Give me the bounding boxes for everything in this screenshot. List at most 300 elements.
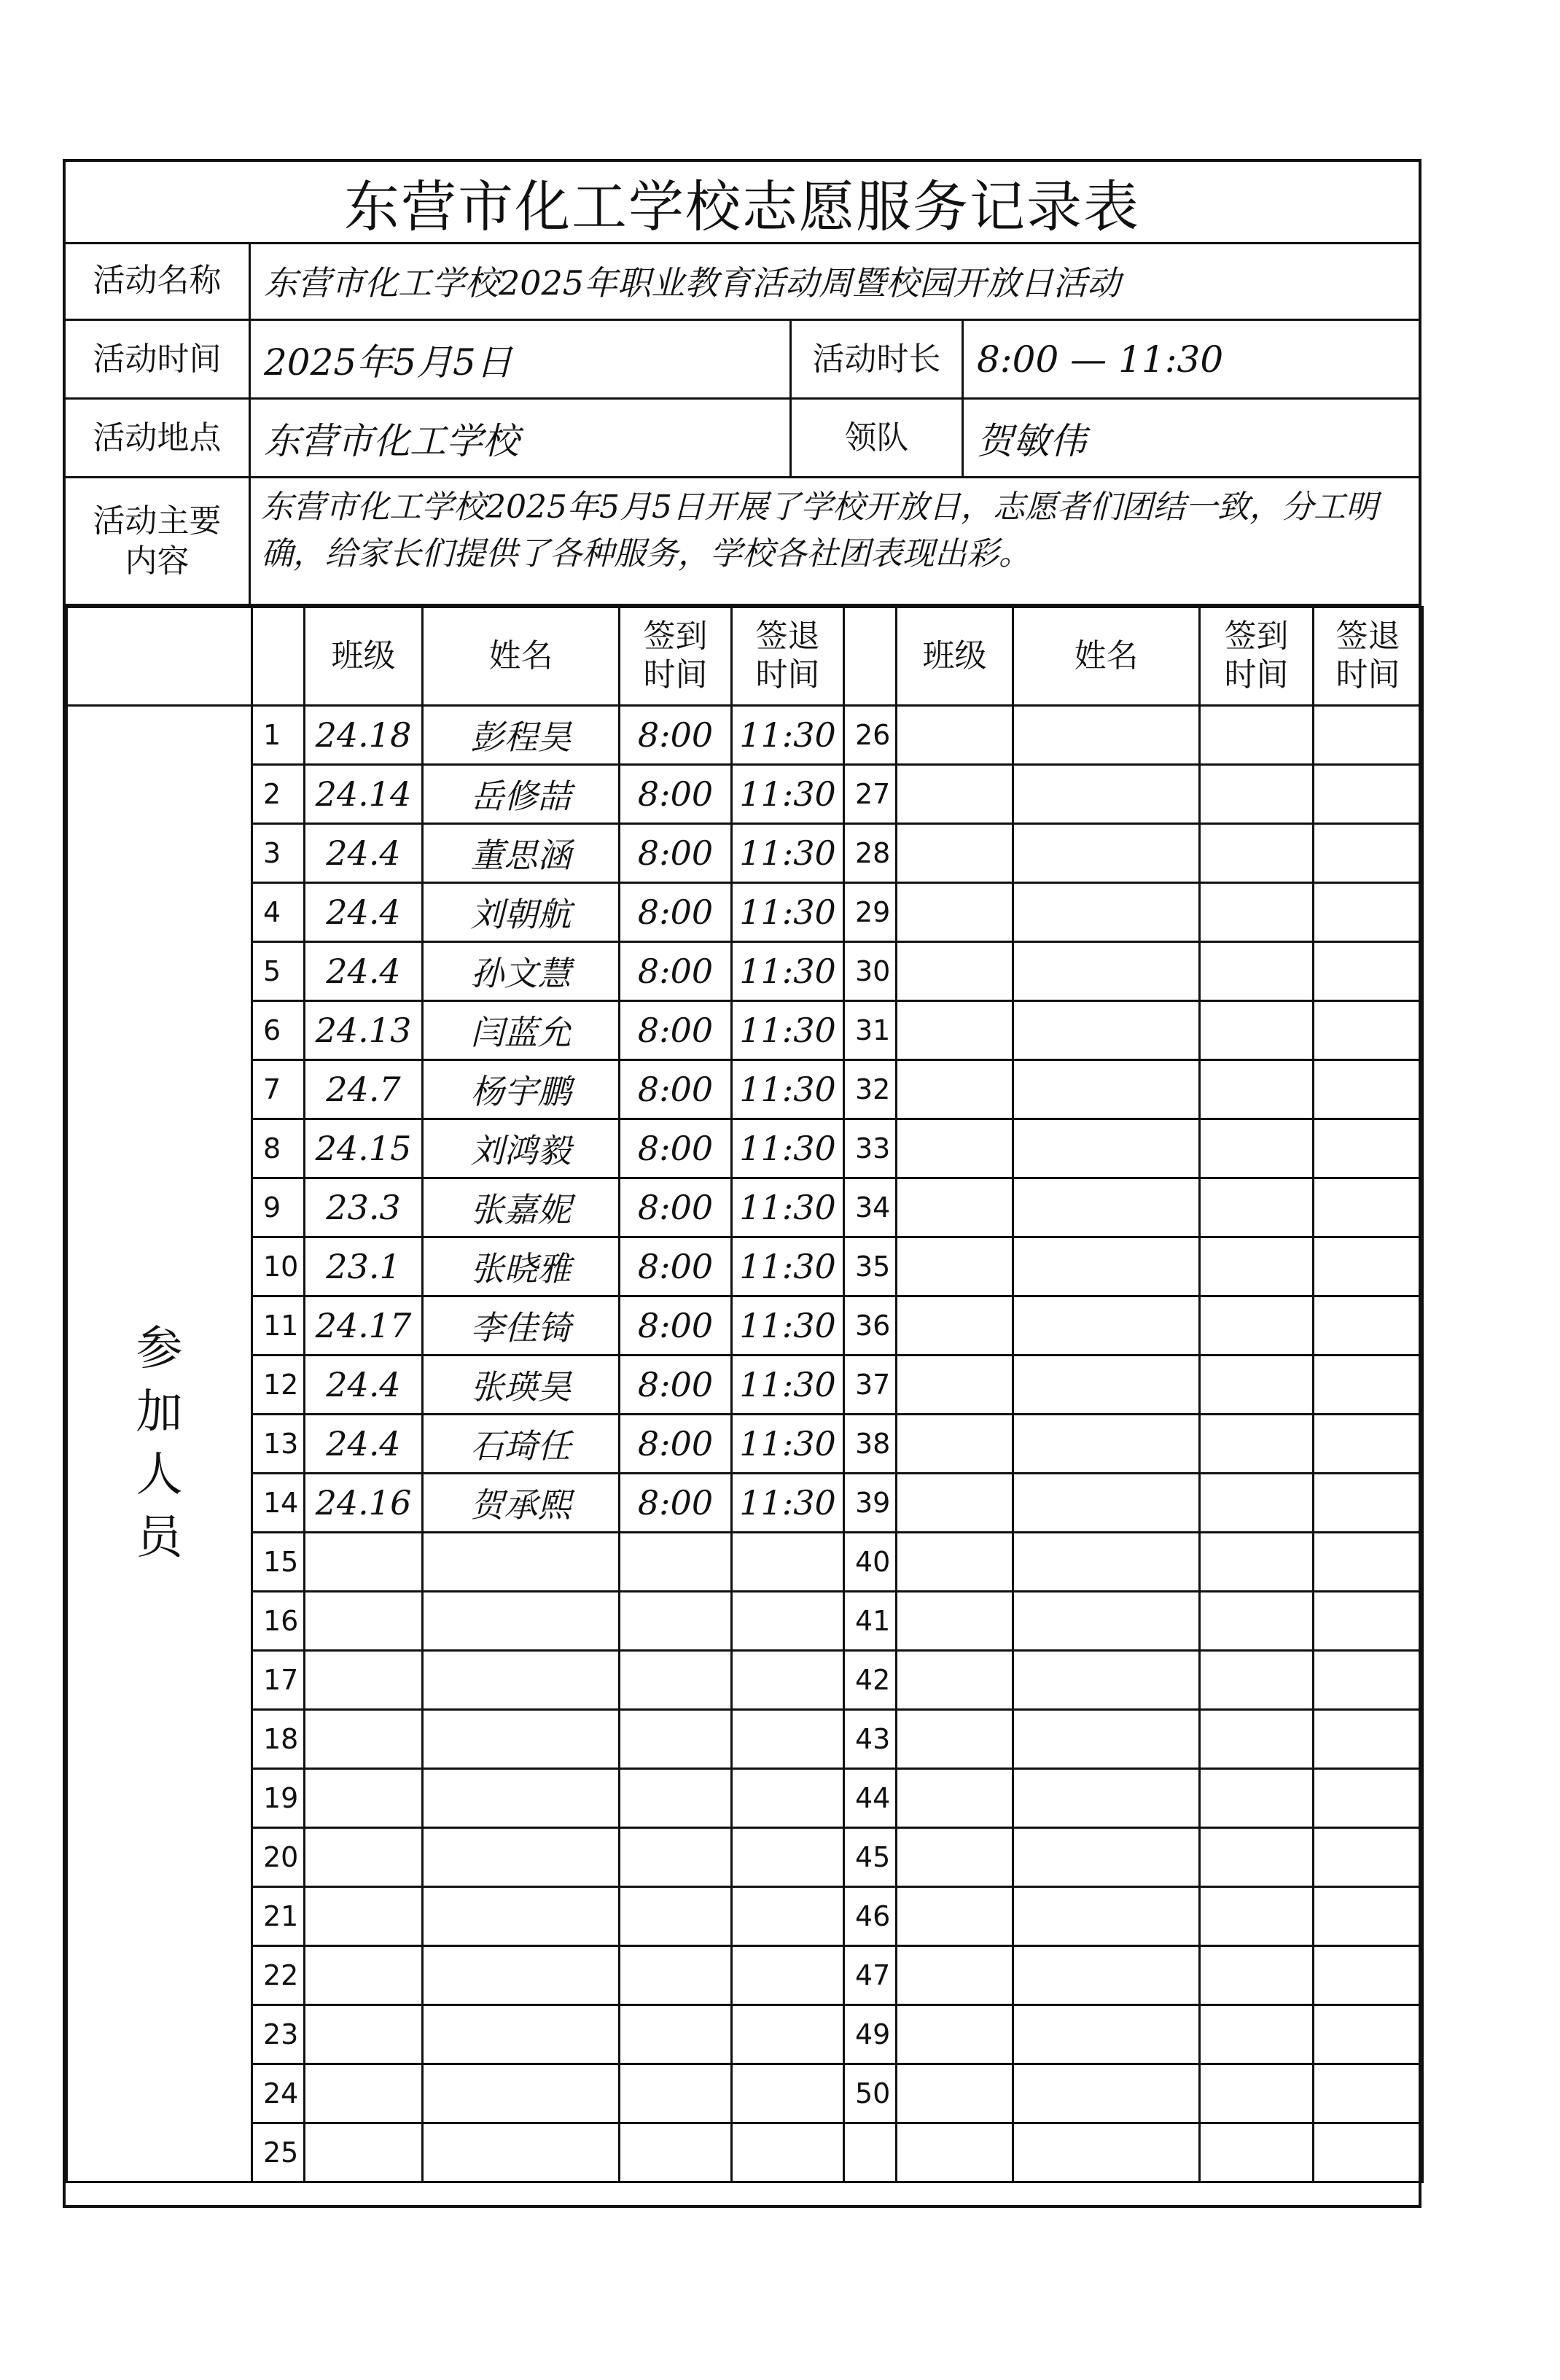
- row-number-right: 35: [844, 1237, 897, 1296]
- activity-place-label: 活动地点: [66, 400, 251, 476]
- class-cell-right: [897, 2005, 1013, 2064]
- class-cell: 23.3: [305, 1178, 423, 1237]
- class-cell-right: [897, 1356, 1013, 1415]
- name-cell-right: [1013, 1296, 1200, 1356]
- class-cell-right: [897, 1119, 1013, 1178]
- header-signin-right: [1200, 607, 1314, 706]
- name-cell-right: [1013, 1356, 1200, 1415]
- signin-cell-right: [1200, 824, 1314, 883]
- class-cell-right: [897, 2123, 1013, 2182]
- row-number: 4: [252, 883, 305, 942]
- name-cell-right: [1013, 1769, 1200, 1828]
- participants-label-char: 人: [136, 1448, 183, 1502]
- name-cell-right: [1013, 765, 1200, 824]
- class-cell: [305, 1710, 423, 1769]
- signin-cell: [620, 1651, 732, 1710]
- table-row: [67, 1710, 1423, 1769]
- class-cell: 24.18: [305, 706, 423, 765]
- signin-cell: 8:00: [620, 1296, 732, 1356]
- signout-cell: 11:30: [732, 824, 844, 883]
- header-signout-right: [1314, 607, 1423, 706]
- name-cell: 杨宇鹏: [423, 1060, 620, 1119]
- header-signin-right-line2: 时间: [1224, 656, 1289, 693]
- name-cell: [423, 2123, 620, 2182]
- signout-cell-right: [1314, 824, 1423, 883]
- activity-content-value: 东营市化工学校2025年5月5日开展了学校开放日，志愿者们团结一致，分工明确，给家长们提供了各种服务，学校各社团表现出彩。: [261, 489, 1378, 572]
- signin-cell: 8:00: [620, 706, 732, 765]
- signin-cell-right: [1200, 1474, 1314, 1533]
- signout-cell-right: [1314, 1356, 1423, 1415]
- signin-cell: 8:00: [620, 1178, 732, 1237]
- class-cell: [305, 2005, 423, 2064]
- row-number-right: 33: [844, 1119, 897, 1178]
- row-number-right: 50: [844, 2064, 897, 2123]
- participants-label: [67, 706, 252, 2182]
- signout-cell-right: [1314, 1474, 1423, 1533]
- leader-label: 领队: [792, 400, 964, 476]
- signout-cell-right: [1314, 765, 1423, 824]
- header-no-cell: [252, 607, 305, 706]
- signin-cell-right: [1200, 1651, 1314, 1710]
- name-cell: 闫蓝允: [423, 1001, 620, 1060]
- signout-cell-right: [1314, 1533, 1423, 1592]
- table-row: [67, 1946, 1423, 2005]
- class-cell-right: [897, 942, 1013, 1001]
- activity-name-label: 活动名称: [66, 242, 251, 319]
- name-cell: 张嘉妮: [423, 1178, 620, 1237]
- row-number: 3: [252, 824, 305, 883]
- name-cell: 刘鸿毅: [423, 1119, 620, 1178]
- signin-cell-right: [1200, 1769, 1314, 1828]
- signin-cell: 8:00: [620, 1060, 732, 1119]
- class-cell: [305, 1828, 423, 1887]
- activity-duration-value: 8:00 — 11:30: [977, 338, 1224, 381]
- class-cell-right: [897, 1887, 1013, 1946]
- row-number: 22: [252, 1946, 305, 2005]
- name-cell: 李佳锜: [423, 1296, 620, 1356]
- activity-place-row: [66, 400, 1419, 478]
- activity-place-value: 东营市化工学校: [251, 400, 792, 476]
- signout-cell: [732, 1769, 844, 1828]
- row-number-right: [844, 2123, 897, 2182]
- header-signout-right-line2: 时间: [1335, 656, 1400, 693]
- signout-cell: [732, 1828, 844, 1887]
- signout-cell-right: [1314, 1710, 1423, 1769]
- name-cell: [423, 1887, 620, 1946]
- class-cell: 24.4: [305, 1415, 423, 1474]
- class-cell: 24.4: [305, 1356, 423, 1415]
- signin-cell: [620, 1710, 732, 1769]
- name-cell: 贺承熙: [423, 1474, 620, 1533]
- signout-cell-right: [1314, 2123, 1423, 2182]
- row-number: 7: [252, 1060, 305, 1119]
- header-signout-line1: 签退: [755, 618, 820, 656]
- name-cell: [423, 2005, 620, 2064]
- row-number-right: 43: [844, 1710, 897, 1769]
- class-cell: 24.7: [305, 1060, 423, 1119]
- signout-cell: [732, 2064, 844, 2123]
- record-sheet: [63, 159, 1421, 2208]
- signout-cell-right: [1314, 1415, 1423, 1474]
- class-cell: [305, 2123, 423, 2182]
- participants-label-char: 加: [136, 1385, 183, 1439]
- signout-cell-right: [1314, 1946, 1423, 2005]
- signin-cell: 8:00: [620, 1356, 732, 1415]
- activity-duration-label: 活动时长: [792, 321, 964, 397]
- signout-cell: 11:30: [732, 942, 844, 1001]
- table-row: [67, 1887, 1423, 1946]
- name-cell: 张瑛昊: [423, 1356, 620, 1415]
- signout-cell: 11:30: [732, 1060, 844, 1119]
- signout-cell: 11:30: [732, 1474, 844, 1533]
- name-cell: 岳修喆: [423, 765, 620, 824]
- name-cell: [423, 1828, 620, 1887]
- signout-cell: [732, 1887, 844, 1946]
- signout-cell-right: [1314, 1887, 1423, 1946]
- table-row: [67, 1237, 1423, 1296]
- activity-content-label-line2: 内容: [125, 542, 190, 580]
- class-cell: [305, 1769, 423, 1828]
- name-cell: 董思涵: [423, 824, 620, 883]
- name-cell-right: [1013, 1415, 1200, 1474]
- table-row: [67, 1592, 1423, 1651]
- signin-cell-right: [1200, 2064, 1314, 2123]
- activity-time-row: [66, 321, 1419, 400]
- signout-cell-right: [1314, 883, 1423, 942]
- signin-cell: [620, 1769, 732, 1828]
- row-number: 20: [252, 1828, 305, 1887]
- name-cell-right: [1013, 2064, 1200, 2123]
- signout-cell: [732, 1651, 844, 1710]
- row-number-right: 46: [844, 1887, 897, 1946]
- signin-cell-right: [1200, 1237, 1314, 1296]
- name-cell-right: [1013, 1178, 1200, 1237]
- table-row: [67, 706, 1423, 765]
- row-number-right: 29: [844, 883, 897, 942]
- table-row: [67, 765, 1423, 824]
- signout-cell: [732, 1592, 844, 1651]
- name-cell-right: [1013, 2123, 1200, 2182]
- class-cell: 24.4: [305, 883, 423, 942]
- signout-cell-right: [1314, 1001, 1423, 1060]
- signin-cell: [620, 2123, 732, 2182]
- row-number: 6: [252, 1001, 305, 1060]
- header-blank-cell: [67, 607, 252, 706]
- signout-cell-right: [1314, 2005, 1423, 2064]
- table-header-row: [67, 607, 1423, 706]
- signin-cell-right: [1200, 1296, 1314, 1356]
- signin-cell: [620, 1828, 732, 1887]
- signout-cell: [732, 2005, 844, 2064]
- class-cell: [305, 1946, 423, 2005]
- name-cell-right: [1013, 1651, 1200, 1710]
- row-number: 25: [252, 2123, 305, 2182]
- table-row: [67, 2005, 1423, 2064]
- signin-cell: [620, 1533, 732, 1592]
- signout-cell: 11:30: [732, 1178, 844, 1237]
- participants-label-char: 参: [136, 1322, 183, 1377]
- row-number-right: 28: [844, 824, 897, 883]
- signout-cell: 11:30: [732, 765, 844, 824]
- table-row: [67, 1769, 1423, 1828]
- row-number-right: 36: [844, 1296, 897, 1356]
- signout-cell: 11:30: [732, 883, 844, 942]
- signout-cell: 11:30: [732, 1415, 844, 1474]
- row-number: 19: [252, 1769, 305, 1828]
- class-cell-right: [897, 1415, 1013, 1474]
- row-number: 14: [252, 1474, 305, 1533]
- class-cell: 24.14: [305, 765, 423, 824]
- name-cell: [423, 1710, 620, 1769]
- signin-cell-right: [1200, 1533, 1314, 1592]
- header-signout: [732, 607, 844, 706]
- signout-cell-right: [1314, 2064, 1423, 2123]
- signout-cell-right: [1314, 1651, 1423, 1710]
- class-cell: [305, 2064, 423, 2123]
- signin-cell: 8:00: [620, 942, 732, 1001]
- signin-cell-right: [1200, 1119, 1314, 1178]
- signout-cell-right: [1314, 1828, 1423, 1887]
- row-number: 17: [252, 1651, 305, 1710]
- activity-content-label-line1: 活动主要: [93, 502, 222, 540]
- name-cell-right: [1013, 883, 1200, 942]
- row-number-right: 44: [844, 1769, 897, 1828]
- table-row: [67, 1415, 1423, 1474]
- signout-cell-right: [1314, 1296, 1423, 1356]
- signout-cell-right: [1314, 1060, 1423, 1119]
- row-number: 11: [252, 1296, 305, 1356]
- header-signin-line2: 时间: [643, 656, 708, 693]
- row-number: 15: [252, 1533, 305, 1592]
- row-number: 1: [252, 706, 305, 765]
- signin-cell: [620, 2064, 732, 2123]
- class-cell: 23.1: [305, 1237, 423, 1296]
- signin-cell: 8:00: [620, 1415, 732, 1474]
- name-cell: 石琦任: [423, 1415, 620, 1474]
- header-no-cell-right: [844, 607, 897, 706]
- name-cell: [423, 1769, 620, 1828]
- row-number: 10: [252, 1237, 305, 1296]
- header-name: 姓名: [423, 607, 620, 706]
- name-cell-right: [1013, 1060, 1200, 1119]
- signin-cell-right: [1200, 1415, 1314, 1474]
- name-cell: 张晓雅: [423, 1237, 620, 1296]
- signin-cell-right: [1200, 1887, 1314, 1946]
- signin-cell-right: [1200, 1592, 1314, 1651]
- signin-cell-right: [1200, 1178, 1314, 1237]
- signin-cell-right: [1200, 1356, 1314, 1415]
- class-cell-right: [897, 824, 1013, 883]
- name-cell-right: [1013, 1237, 1200, 1296]
- name-cell: [423, 1651, 620, 1710]
- class-cell: 24.4: [305, 824, 423, 883]
- table-row: [67, 1119, 1423, 1178]
- class-cell-right: [897, 1474, 1013, 1533]
- class-cell-right: [897, 1060, 1013, 1119]
- signin-cell-right: [1200, 765, 1314, 824]
- table-row: [67, 1001, 1423, 1060]
- row-number: 21: [252, 1887, 305, 1946]
- signout-cell: [732, 1946, 844, 2005]
- name-cell-right: [1013, 1474, 1200, 1533]
- table-row: [67, 2064, 1423, 2123]
- class-cell-right: [897, 1533, 1013, 1592]
- class-cell: 24.13: [305, 1001, 423, 1060]
- signin-cell: [620, 1592, 732, 1651]
- table-row: [67, 942, 1423, 1001]
- name-cell: 孙文慧: [423, 942, 620, 1001]
- signin-cell-right: [1200, 706, 1314, 765]
- activity-name-row: [66, 242, 1419, 321]
- signout-cell-right: [1314, 1769, 1423, 1828]
- name-cell-right: [1013, 1946, 1200, 2005]
- header-signin: [620, 607, 732, 706]
- name-cell: 彭程昊: [423, 706, 620, 765]
- name-cell-right: [1013, 706, 1200, 765]
- signin-cell: [620, 1946, 732, 2005]
- name-cell-right: [1013, 1533, 1200, 1592]
- class-cell: 24.17: [305, 1296, 423, 1356]
- row-number-right: 47: [844, 1946, 897, 2005]
- table-row: [67, 1060, 1423, 1119]
- table-row: [67, 1828, 1423, 1887]
- row-number-right: 49: [844, 2005, 897, 2064]
- signin-cell-right: [1200, 942, 1314, 1001]
- row-number: 12: [252, 1356, 305, 1415]
- header-signout-line2: 时间: [755, 656, 820, 693]
- signout-cell: [732, 1710, 844, 1769]
- signin-cell: 8:00: [620, 1001, 732, 1060]
- row-number-right: 37: [844, 1356, 897, 1415]
- table-row: [67, 2123, 1423, 2182]
- row-number: 23: [252, 2005, 305, 2064]
- class-cell: [305, 1887, 423, 1946]
- table-row: [67, 1356, 1423, 1415]
- class-cell: 24.4: [305, 942, 423, 1001]
- name-cell: [423, 2064, 620, 2123]
- signin-cell: 8:00: [620, 883, 732, 942]
- class-cell-right: [897, 1178, 1013, 1237]
- signin-cell-right: [1200, 883, 1314, 942]
- signout-cell-right: [1314, 1178, 1423, 1237]
- signin-cell: 8:00: [620, 1474, 732, 1533]
- row-number-right: 31: [844, 1001, 897, 1060]
- row-number-right: 41: [844, 1592, 897, 1651]
- class-cell-right: [897, 1592, 1013, 1651]
- row-number: 8: [252, 1119, 305, 1178]
- row-number: 2: [252, 765, 305, 824]
- table-row: [67, 1296, 1423, 1356]
- signout-cell-right: [1314, 706, 1423, 765]
- row-number-right: 42: [844, 1651, 897, 1710]
- class-cell-right: [897, 1946, 1013, 2005]
- signin-cell-right: [1200, 1001, 1314, 1060]
- row-number-right: 27: [844, 765, 897, 824]
- signout-cell: [732, 1533, 844, 1592]
- signout-cell: 11:30: [732, 1237, 844, 1296]
- class-cell-right: [897, 1769, 1013, 1828]
- row-number-right: 32: [844, 1060, 897, 1119]
- leader-value: 贺敏伟: [977, 419, 1086, 462]
- signin-cell: 8:00: [620, 824, 732, 883]
- signout-cell: 11:30: [732, 706, 844, 765]
- signout-cell-right: [1314, 1119, 1423, 1178]
- row-number-right: 39: [844, 1474, 897, 1533]
- row-number: 18: [252, 1710, 305, 1769]
- signout-cell: 11:30: [732, 1296, 844, 1356]
- name-cell-right: [1013, 1828, 1200, 1887]
- name-cell-right: [1013, 824, 1200, 883]
- signin-cell-right: [1200, 1060, 1314, 1119]
- class-cell: [305, 1651, 423, 1710]
- name-cell: [423, 1946, 620, 2005]
- class-cell: [305, 1592, 423, 1651]
- signout-cell: 11:30: [732, 1001, 844, 1060]
- signout-cell-right: [1314, 1592, 1423, 1651]
- header-signin-right-line1: 签到: [1224, 618, 1289, 656]
- name-cell-right: [1013, 1592, 1200, 1651]
- row-number-right: 38: [844, 1415, 897, 1474]
- participants-label-char: 员: [136, 1511, 183, 1566]
- signout-cell: 11:30: [732, 1356, 844, 1415]
- name-cell-right: [1013, 942, 1200, 1001]
- class-cell-right: [897, 706, 1013, 765]
- table-row: [67, 1178, 1423, 1237]
- signout-cell: 11:30: [732, 1119, 844, 1178]
- row-number-right: 26: [844, 706, 897, 765]
- header-name-right: 姓名: [1013, 607, 1200, 706]
- class-cell-right: [897, 1237, 1013, 1296]
- signin-cell: [620, 2005, 732, 2064]
- activity-name-value: 东营市化工学校2025年职业教育活动周暨校园开放日活动: [264, 262, 1121, 303]
- signout-cell: [732, 2123, 844, 2182]
- class-cell-right: [897, 1828, 1013, 1887]
- row-number-right: 34: [844, 1178, 897, 1237]
- signout-cell-right: [1314, 942, 1423, 1001]
- activity-time-value: 2025年5月5日: [251, 321, 792, 397]
- row-number: 24: [252, 2064, 305, 2123]
- signin-cell: 8:00: [620, 1237, 732, 1296]
- header-signin-line1: 签到: [643, 618, 708, 656]
- name-cell: [423, 1592, 620, 1651]
- row-number: 16: [252, 1592, 305, 1651]
- class-cell-right: [897, 1001, 1013, 1060]
- class-cell-right: [897, 883, 1013, 942]
- signin-cell-right: [1200, 1710, 1314, 1769]
- signin-cell: [620, 1887, 732, 1946]
- row-number-right: 40: [844, 1533, 897, 1592]
- class-cell-right: [897, 1296, 1013, 1356]
- header-class: 班级: [305, 607, 423, 706]
- signin-cell-right: [1200, 1828, 1314, 1887]
- class-cell: 24.15: [305, 1119, 423, 1178]
- page-title: 东营市化工学校志愿服务记录表: [66, 162, 1419, 244]
- name-cell-right: [1013, 1001, 1200, 1060]
- participants-table: [66, 606, 1424, 2183]
- class-cell-right: [897, 1710, 1013, 1769]
- name-cell: 刘朝航: [423, 883, 620, 942]
- row-number-right: 45: [844, 1828, 897, 1887]
- signin-cell-right: [1200, 2123, 1314, 2182]
- name-cell-right: [1013, 1887, 1200, 1946]
- name-cell-right: [1013, 1710, 1200, 1769]
- class-cell-right: [897, 765, 1013, 824]
- activity-content-label: [66, 478, 251, 604]
- signin-cell: 8:00: [620, 765, 732, 824]
- header-class-right: 班级: [897, 607, 1013, 706]
- class-cell: [305, 1533, 423, 1592]
- signin-cell: 8:00: [620, 1119, 732, 1178]
